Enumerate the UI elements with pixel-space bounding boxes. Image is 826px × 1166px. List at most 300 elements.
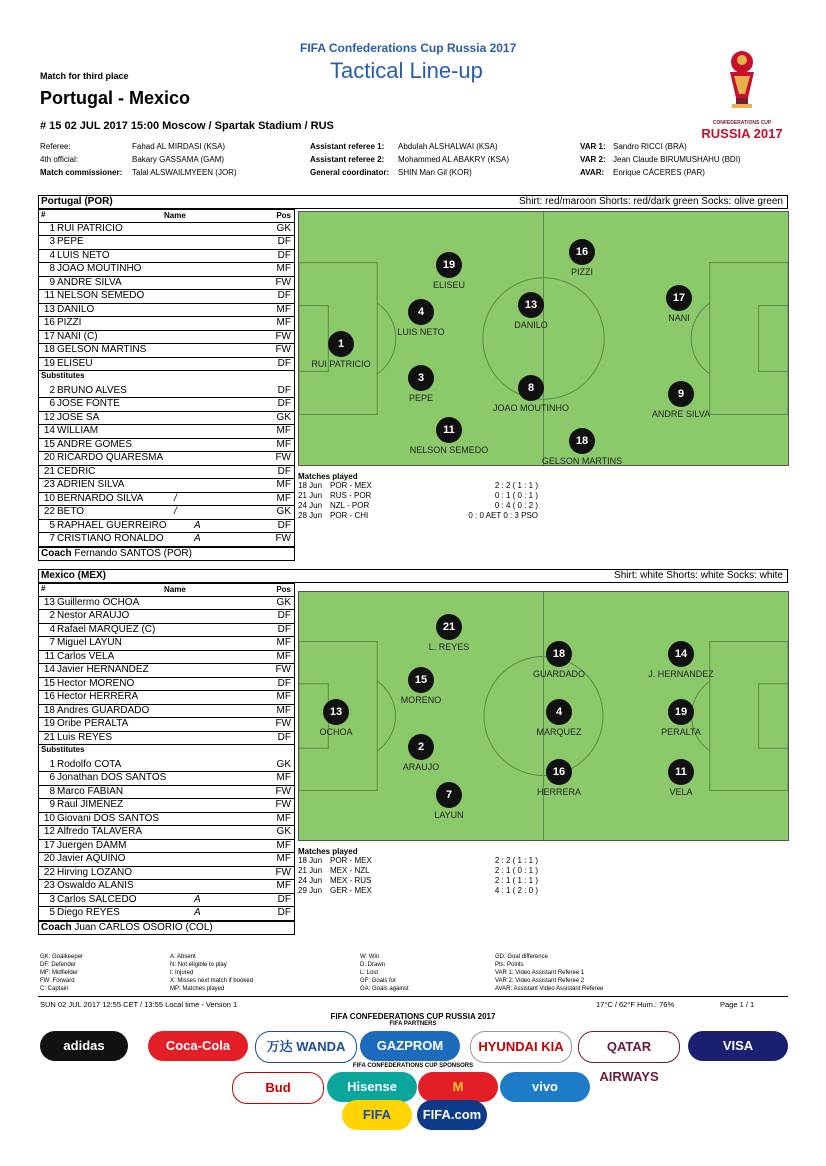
player-position: DF bbox=[277, 465, 291, 477]
player-name: Marco FABIAN bbox=[57, 785, 124, 797]
match-row bbox=[298, 511, 558, 521]
player-row bbox=[38, 520, 295, 534]
pitch-markings bbox=[299, 592, 788, 840]
player-position: MF bbox=[276, 839, 291, 851]
match-result: 2 : 1 ( 0 : 1 ) bbox=[494, 866, 538, 875]
player-number-badge: 7 bbox=[436, 782, 462, 808]
player-row bbox=[38, 506, 295, 520]
player-number: 14 bbox=[43, 664, 55, 675]
player-number: 11 bbox=[44, 650, 55, 662]
player-row bbox=[38, 610, 295, 624]
player-pitch-name: VELA bbox=[669, 787, 693, 797]
legend-item: D: Drawn bbox=[360, 962, 386, 968]
official-ar2: Mohammed AL ABAKRY (KSA) bbox=[398, 155, 510, 164]
player-position: FW bbox=[275, 276, 291, 288]
player-position: FW bbox=[275, 785, 291, 797]
player-row bbox=[38, 907, 295, 921]
player-name: LUIS NETO bbox=[57, 249, 110, 261]
player-name: Raul JIMENEZ bbox=[57, 799, 124, 810]
player-row bbox=[38, 759, 295, 773]
player-row bbox=[38, 813, 295, 827]
legend-item: GD: Goal difference bbox=[495, 954, 548, 960]
player-number-badge: 15 bbox=[408, 667, 434, 693]
match-teams: MEX - RUS bbox=[330, 876, 372, 885]
player-position: DF bbox=[277, 357, 291, 369]
player-number: 5 bbox=[49, 907, 55, 918]
player-number: 14 bbox=[43, 425, 55, 436]
player-number: 19 bbox=[43, 718, 55, 729]
official-gc-label: General coordinator: bbox=[310, 168, 390, 177]
player-position: MF bbox=[276, 691, 291, 702]
col-pos-header: Pos bbox=[276, 585, 291, 594]
match-teams: Portugal - Mexico bbox=[40, 88, 191, 108]
official-var1-label: VAR 1: bbox=[580, 142, 606, 151]
player-row bbox=[38, 452, 295, 466]
legend-item: VAR 2: Video Assistant Referee 2 bbox=[495, 978, 585, 984]
player-pitch-name: NANI bbox=[668, 313, 690, 323]
player-number: 15 bbox=[43, 438, 55, 450]
player-number-badge: 3 bbox=[408, 365, 434, 391]
footer-weather: 17°C / 62°F Hum.: 76% bbox=[596, 1000, 675, 1009]
col-name-header: Name bbox=[164, 585, 186, 594]
player-position: DF bbox=[277, 384, 291, 396]
player-position: FW bbox=[275, 799, 291, 810]
player-row bbox=[38, 637, 295, 651]
player-number-badge: 4 bbox=[408, 299, 434, 325]
match-row bbox=[298, 856, 558, 866]
official-4th-label: 4th official: bbox=[40, 155, 79, 164]
team-kit: Shirt: white Shorts: white Socks: white bbox=[614, 570, 783, 581]
player-position: MF bbox=[276, 438, 291, 450]
matches-played-por bbox=[298, 472, 558, 521]
player-name: RICARDO QUARESMA bbox=[57, 452, 164, 463]
right-penalty-box bbox=[710, 642, 788, 791]
player-name: JOAO MOUTINHO bbox=[57, 263, 142, 274]
match-row bbox=[298, 491, 558, 501]
player-name: BERNARDO SILVA bbox=[57, 492, 144, 504]
match-date: 21 Jun bbox=[298, 866, 323, 875]
player-name: Carlos VELA bbox=[57, 650, 115, 662]
match-row bbox=[298, 866, 558, 876]
player-number-badge: 11 bbox=[668, 759, 694, 785]
player-position: FW bbox=[275, 718, 291, 729]
player-row bbox=[38, 290, 295, 304]
official-ar1: Abdulah ALSHALWAI (KSA) bbox=[398, 142, 498, 151]
player-pitch-name: JOAO MOUTINHO bbox=[493, 403, 569, 413]
player-pitch-name: MORENO bbox=[400, 695, 442, 705]
player-position: MF bbox=[276, 772, 291, 783]
player-name: BETO bbox=[57, 506, 85, 517]
sponsors-sub: FIFA CONFEDERATIONS CUP SPONSORS bbox=[352, 1063, 474, 1069]
player-number: 17 bbox=[43, 839, 55, 851]
player-number-badge: 18 bbox=[546, 641, 572, 667]
match-result: 2 : 1 ( 1 : 1 ) bbox=[494, 876, 538, 885]
player-pitch-name: ANDRE SILVA bbox=[651, 409, 711, 419]
player-number: 12 bbox=[43, 826, 55, 837]
player-row bbox=[38, 263, 295, 277]
player-name: Javier HERNANDEZ bbox=[57, 664, 149, 675]
player-position: DF bbox=[277, 623, 291, 635]
footer-page: Page 1 / 1 bbox=[720, 1000, 755, 1009]
player-name: DANILO bbox=[57, 303, 95, 315]
player-number: 9 bbox=[49, 276, 55, 288]
player-name: ANDRE SILVA bbox=[57, 276, 122, 288]
player-row bbox=[38, 853, 295, 867]
match-teams: MEX - NZL bbox=[330, 866, 370, 875]
right-penalty-box bbox=[710, 263, 788, 415]
player-row bbox=[38, 732, 295, 746]
player-pitch-name: PEPE bbox=[408, 393, 434, 403]
player-row bbox=[38, 385, 295, 399]
player-row bbox=[38, 624, 295, 638]
player-row bbox=[38, 799, 295, 813]
player-row bbox=[38, 826, 295, 840]
player-number: 16 bbox=[43, 317, 55, 328]
player-flag: A bbox=[194, 519, 201, 531]
match-date: 28 Jun bbox=[298, 511, 323, 520]
player-pitch-name: HERRERA bbox=[536, 787, 582, 797]
official-4th: Bakary GASSAMA (GAM) bbox=[132, 155, 225, 164]
match-row bbox=[298, 876, 558, 886]
player-position: MF bbox=[276, 637, 291, 648]
competition-title: FIFA Confederations Cup Russia 2017 bbox=[300, 41, 517, 55]
substitutes-label bbox=[38, 745, 295, 759]
substitutes-label-text: Substitutes bbox=[41, 371, 85, 380]
player-number: 13 bbox=[43, 596, 55, 608]
player-position: MF bbox=[276, 704, 291, 716]
player-name: Luis REYES bbox=[57, 731, 113, 743]
player-position: GK bbox=[276, 222, 291, 234]
player-position: MF bbox=[276, 880, 291, 891]
player-name: RAPHAEL GUERREIRO bbox=[57, 519, 167, 531]
player-name: Carlos SALCEDO bbox=[57, 893, 137, 905]
official-ar1-label: Assistant referee 1: bbox=[310, 142, 385, 151]
sponsor-logo: adidas bbox=[40, 1031, 128, 1061]
official-ar2-label: Assistant referee 2: bbox=[310, 155, 385, 164]
player-number: 22 bbox=[43, 866, 55, 878]
player-name: CEDRIC bbox=[57, 465, 96, 477]
player-number-badge: 19 bbox=[668, 699, 694, 725]
player-number: 3 bbox=[49, 236, 55, 247]
player-pitch-name: GUARDADO bbox=[532, 669, 586, 679]
player-name: JOSE FONTE bbox=[57, 398, 120, 409]
player-position: DF bbox=[277, 236, 291, 247]
player-position: FW bbox=[275, 866, 291, 878]
right-penalty-arc bbox=[691, 303, 710, 374]
player-number: 4 bbox=[49, 249, 55, 261]
matches-played-mex bbox=[298, 847, 558, 896]
player-name: Miguel LAYUN bbox=[57, 637, 122, 648]
roster-por bbox=[38, 209, 295, 561]
official-referee: Fahad AL MIRDASI (KSA) bbox=[132, 142, 226, 151]
player-position: MF bbox=[276, 479, 291, 490]
official-var2: Jean Claude BIRUMUSHAHU (BDI) bbox=[613, 155, 741, 164]
player-row bbox=[38, 533, 295, 547]
player-number: 22 bbox=[43, 506, 55, 517]
legend-item: W: Win bbox=[360, 954, 380, 960]
player-row bbox=[38, 439, 295, 453]
match-teams: POR - CHI bbox=[330, 511, 369, 520]
player-name: ADRIEN SILVA bbox=[57, 479, 125, 490]
team-header-por bbox=[38, 195, 788, 209]
player-number: 12 bbox=[43, 411, 55, 423]
player-name: NELSON SEMEDO bbox=[57, 290, 145, 301]
player-name: Rafael MARQUEZ (C) bbox=[57, 623, 156, 635]
player-number: 4 bbox=[49, 623, 55, 635]
player-name: NANI (C) bbox=[57, 330, 98, 342]
legend-item: I: Injured bbox=[170, 970, 194, 976]
match-result: 0 : 1 ( 0 : 1 ) bbox=[494, 491, 538, 500]
player-name: Rodolfo COTA bbox=[57, 758, 122, 770]
player-row bbox=[38, 718, 295, 732]
legend-item: A: Absent bbox=[170, 954, 196, 960]
sponsor-logo: QATAR AIRWAYS bbox=[578, 1031, 680, 1063]
player-name: Jonathan DOS SANTOS bbox=[57, 772, 167, 783]
player-name: ANDRE GOMES bbox=[57, 438, 133, 450]
pitch-markings bbox=[299, 212, 788, 465]
matches-played-title: Matches played bbox=[298, 472, 358, 481]
player-position: MF bbox=[276, 650, 291, 662]
left-penalty-arc bbox=[377, 303, 396, 374]
col-number-header: # bbox=[41, 584, 46, 593]
legend-row bbox=[40, 961, 780, 969]
player-name: Guillermo OCHOA bbox=[57, 596, 140, 608]
player-pitch-name: J. HERNANDEZ bbox=[648, 669, 714, 679]
player-position: DF bbox=[277, 610, 291, 621]
player-position: DF bbox=[277, 249, 291, 261]
player-name: GELSON MARTINS bbox=[57, 344, 147, 355]
match-teams: GER - MEX bbox=[330, 886, 372, 895]
player-flag: / bbox=[174, 506, 177, 517]
player-number: 2 bbox=[49, 610, 55, 621]
player-number: 5 bbox=[49, 519, 55, 531]
official-var1: Sandro RICCI (BRA) bbox=[613, 142, 687, 151]
player-number: 10 bbox=[43, 812, 55, 824]
legend-row bbox=[40, 977, 780, 985]
player-number: 1 bbox=[49, 222, 55, 234]
player-position: FW bbox=[275, 330, 291, 342]
left-penalty-arc bbox=[377, 681, 395, 750]
player-pitch-name: PIZZI bbox=[571, 267, 593, 277]
player-row bbox=[38, 786, 295, 800]
player-position: GK bbox=[276, 826, 291, 837]
match-stage: Match for third place bbox=[40, 71, 129, 81]
document-title: Tactical Line-up bbox=[330, 58, 483, 83]
sponsor-logo: FIFA.com bbox=[417, 1100, 487, 1130]
official-avar: Enrique CÁCERES (PAR) bbox=[613, 168, 705, 177]
sponsor-logo: Bud bbox=[232, 1072, 324, 1104]
player-position: MF bbox=[276, 853, 291, 864]
player-number: 1 bbox=[49, 758, 55, 770]
player-name: Andres GUARDADO bbox=[57, 704, 150, 716]
player-number-badge: 11 bbox=[436, 417, 462, 443]
player-row bbox=[38, 250, 295, 264]
player-name: PEPE bbox=[57, 236, 84, 247]
player-pitch-name: RUI PATRICIO bbox=[311, 359, 371, 369]
partners-sub: FIFA PARTNERS bbox=[389, 1021, 437, 1027]
right-penalty-arc bbox=[692, 681, 710, 750]
player-name: Alfredo TALAVERA bbox=[57, 826, 143, 837]
player-row bbox=[38, 358, 295, 372]
legend-item: VAR 1: Video Assistant Referee 1 bbox=[495, 970, 585, 976]
player-pitch-name: PERALTA bbox=[661, 727, 701, 737]
player-number-badge: 2 bbox=[408, 734, 434, 760]
official-var2-label: VAR 2: bbox=[580, 155, 606, 164]
player-position: GK bbox=[276, 411, 291, 423]
player-number: 6 bbox=[49, 772, 55, 783]
player-position: DF bbox=[277, 893, 291, 905]
player-position: MF bbox=[276, 492, 291, 504]
player-number-badge: 21 bbox=[436, 614, 462, 640]
player-row bbox=[38, 597, 295, 611]
match-info: # 15 02 JUL 2017 15:00 Moscow / Spartak Stadium / RUS bbox=[40, 120, 334, 132]
match-date: 21 Jun bbox=[298, 491, 323, 500]
player-flag: A bbox=[194, 893, 201, 905]
tournament-logo bbox=[692, 46, 792, 142]
legend-item: GK: Goalkeeper bbox=[40, 954, 84, 960]
player-number: 8 bbox=[49, 263, 55, 274]
team-name: Portugal (POR) bbox=[41, 196, 113, 207]
team-header-mex bbox=[38, 569, 788, 583]
official-avar-label: AVAR: bbox=[580, 168, 605, 177]
player-pitch-name: ELISEU bbox=[432, 280, 466, 290]
sponsor-logo: 万达 WANDA bbox=[255, 1031, 357, 1063]
match-result: 0 : 0 AET 0 : 3 PSO bbox=[468, 511, 538, 520]
sponsor-logo: vivo bbox=[500, 1072, 590, 1102]
match-date: 29 Jun bbox=[298, 886, 323, 895]
legend-item: GA: Goals against bbox=[360, 986, 409, 992]
player-position: DF bbox=[277, 519, 291, 531]
player-position: MF bbox=[276, 317, 291, 328]
right-goal-box bbox=[759, 684, 788, 748]
player-row bbox=[38, 880, 295, 894]
player-number: 11 bbox=[44, 290, 55, 301]
player-name: Hector HERRERA bbox=[57, 691, 139, 702]
player-name: JOSE SA bbox=[57, 411, 100, 423]
player-name: BRUNO ALVES bbox=[57, 384, 127, 396]
official-commissioner: Talal ALSWAILMYEEN (JOR) bbox=[132, 168, 237, 177]
legend bbox=[40, 953, 780, 993]
match-result: 0 : 4 ( 0 : 2 ) bbox=[494, 501, 538, 510]
official-gc: SHIN Man Gil (KOR) bbox=[398, 168, 472, 177]
player-name: Javier AQUINO bbox=[57, 853, 126, 864]
player-position: DF bbox=[277, 907, 291, 918]
match-result: 2 : 2 ( 1 : 1 ) bbox=[494, 481, 538, 490]
col-number-header: # bbox=[41, 210, 46, 219]
player-number: 23 bbox=[43, 880, 55, 891]
player-flag: / bbox=[174, 492, 177, 504]
player-pitch-name: OCHOA bbox=[319, 727, 353, 737]
player-name: Oribe PERALTA bbox=[57, 718, 129, 729]
player-pitch-name: MARQUEZ bbox=[536, 727, 582, 737]
coach-name: Juan CARLOS OSORIO (COL) bbox=[74, 921, 213, 933]
player-pitch-name: LAYUN bbox=[434, 810, 464, 820]
sponsor-logo: M bbox=[418, 1072, 498, 1102]
player-row bbox=[38, 867, 295, 881]
sponsor-logo: Coca-Cola bbox=[148, 1031, 248, 1061]
player-position: DF bbox=[277, 290, 291, 301]
player-position: DF bbox=[277, 677, 291, 689]
footer-divider bbox=[38, 996, 788, 997]
player-number: 10 bbox=[43, 492, 55, 504]
player-row bbox=[38, 304, 295, 318]
player-row bbox=[38, 277, 295, 291]
player-name: ELISEU bbox=[57, 357, 93, 369]
match-row bbox=[298, 481, 558, 491]
roster-header bbox=[38, 583, 295, 597]
player-number: 6 bbox=[49, 398, 55, 409]
player-number: 13 bbox=[43, 303, 55, 315]
player-number-badge: 19 bbox=[436, 252, 462, 278]
player-row bbox=[38, 678, 295, 692]
player-pitch-name: L. REYES bbox=[428, 642, 470, 652]
player-position: MF bbox=[276, 303, 291, 315]
col-name-header: Name bbox=[164, 211, 186, 220]
player-number: 20 bbox=[43, 452, 55, 463]
sponsor-logo: HYUNDAI KIA bbox=[470, 1031, 572, 1063]
player-position: GK bbox=[276, 506, 291, 517]
footer-timestamp: SUN 02 JUL 2017 12:55 CET / 13:55 Local time - Version 1 bbox=[40, 1000, 238, 1009]
player-name: Juergen DAMM bbox=[57, 839, 127, 851]
player-number-badge: 16 bbox=[569, 239, 595, 265]
player-row bbox=[38, 412, 295, 426]
player-number: 23 bbox=[43, 479, 55, 490]
player-number-badge: 17 bbox=[666, 285, 692, 311]
player-flag: A bbox=[194, 533, 201, 544]
legend-item: N: Not eligible to play bbox=[170, 962, 227, 968]
substitutes-label-text: Substitutes bbox=[41, 745, 85, 754]
player-row bbox=[38, 331, 295, 345]
player-pitch-name: NELSON SEMEDO bbox=[409, 445, 489, 455]
match-teams: NZL - POR bbox=[330, 501, 370, 510]
sponsor-logo: GAZPROM bbox=[360, 1031, 460, 1061]
legend-item: AVAR: Assistant Video Assistant Referee bbox=[495, 986, 604, 992]
player-number: 18 bbox=[43, 704, 55, 716]
official-commissioner-label: Match commissioner: bbox=[40, 168, 123, 177]
match-date: 24 Jun bbox=[298, 501, 323, 510]
player-number: 7 bbox=[49, 533, 55, 544]
legend-item: GF: Goals for bbox=[360, 978, 397, 984]
match-row bbox=[298, 501, 558, 511]
player-row bbox=[38, 894, 295, 908]
legend-row bbox=[40, 953, 780, 961]
player-row bbox=[38, 479, 295, 493]
player-name: RUI PATRICIO bbox=[57, 222, 123, 234]
player-number: 2 bbox=[49, 384, 55, 396]
legend-item: MP: Matches played bbox=[170, 986, 225, 992]
player-row bbox=[38, 691, 295, 705]
legend-item: MF: Midfielder bbox=[40, 970, 79, 976]
player-row bbox=[38, 425, 295, 439]
match-row bbox=[298, 886, 558, 896]
player-row bbox=[38, 236, 295, 250]
player-row bbox=[38, 651, 295, 665]
coach-name: Fernando SANTOS (POR) bbox=[74, 547, 192, 559]
player-flag: A bbox=[194, 907, 201, 918]
coach-label: Coach bbox=[41, 547, 72, 559]
sponsor-logo: VISA bbox=[688, 1031, 788, 1061]
substitutes-label bbox=[38, 371, 295, 385]
player-position: FW bbox=[275, 344, 291, 355]
player-position: FW bbox=[275, 664, 291, 675]
pitch-por bbox=[298, 211, 789, 466]
player-name: PIZZI bbox=[57, 317, 82, 328]
match-teams: POR - MEX bbox=[330, 856, 372, 865]
player-number-badge: 14 bbox=[668, 641, 694, 667]
player-number: 15 bbox=[43, 677, 55, 689]
player-name: WILLIAM bbox=[57, 425, 99, 436]
player-number: 8 bbox=[49, 785, 55, 797]
